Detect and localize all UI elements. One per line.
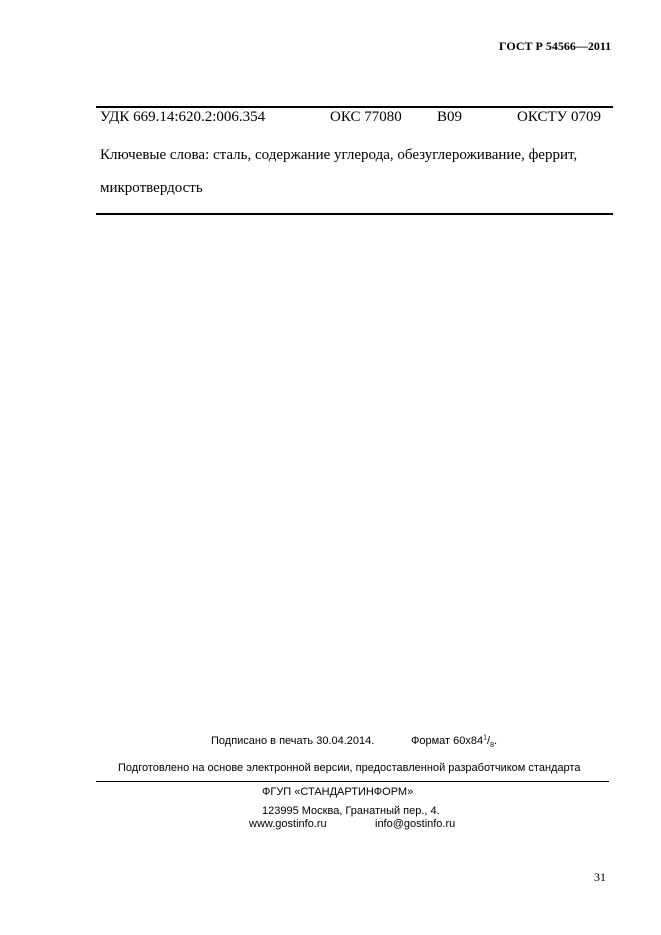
document-header-id: ГОСТ Р 54566—2011 xyxy=(499,39,612,53)
publisher-name: ФГУП «СТАНДАРТИНФОРМ» xyxy=(262,786,414,798)
publisher-address: 123995 Москва, Гранатный пер., 4. xyxy=(262,805,440,817)
oks-code: ОКС 77080 xyxy=(330,109,402,125)
signed-for-print: Подписано в печать 30.04.2014. xyxy=(211,735,375,747)
prepared-note: Подготовлено на основе электронной версии, предоставленной разработчиком стандарта xyxy=(118,762,581,774)
print-format-suffix: . xyxy=(493,735,498,747)
page-number: 31 xyxy=(594,870,606,884)
print-format-prefix: Формат 60x84 xyxy=(411,735,484,747)
print-format-denominator: 8 xyxy=(490,742,494,750)
publisher-email[interactable]: info@gostinfo.ru xyxy=(375,818,456,830)
keywords-bottom-rule xyxy=(96,213,613,215)
udk-code: УДК 669.14:620.2:006.354 xyxy=(100,109,266,125)
keywords-line-1: Ключевые слова: сталь, содержание углерода, обезуглероживание, феррит, xyxy=(100,147,578,163)
keywords-line-2: микротвердость xyxy=(100,180,203,196)
top-rule xyxy=(96,106,613,108)
print-format: Формат $60x84^1/_8$. xyxy=(411,734,498,750)
group-code: В09 xyxy=(437,109,463,125)
imprint-rule xyxy=(96,781,609,782)
okstu-code: ОКСТУ 0709 xyxy=(517,109,602,125)
print-format-numerator: 1 xyxy=(483,734,488,742)
publisher-website[interactable]: www.gostinfo.ru xyxy=(249,818,327,830)
